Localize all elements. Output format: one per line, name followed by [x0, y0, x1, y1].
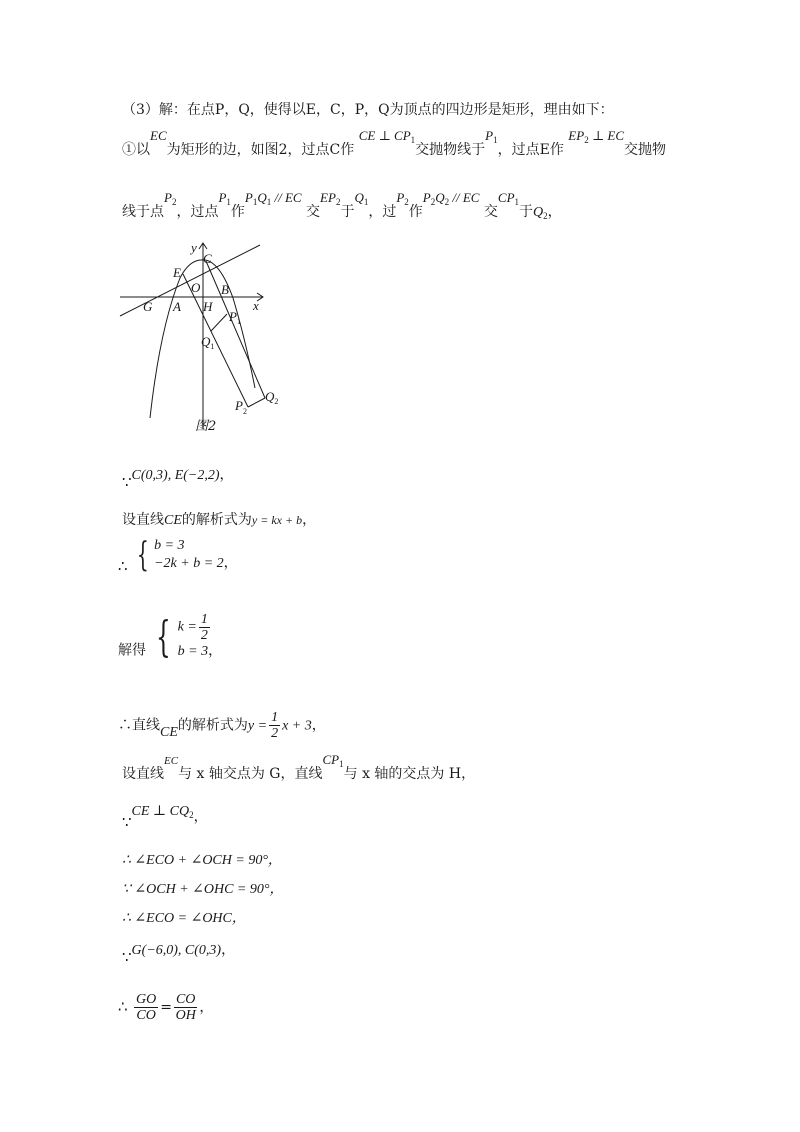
step-11: ∵G(−6,0), C(0,3)，: [122, 942, 236, 966]
step-2: 设直线CE的解析式为y = kx + b，: [122, 512, 317, 528]
case1-line1: ①以EC为矩形的边，如图2，过点C作 CE ⊥ $CP_1$交抛物线于$P_1$，过点E作 $EP_2$ ⊥ EC交抛物: [122, 128, 667, 158]
step-8: ∴ ∠ECO + ∠OCH = 90°，: [122, 853, 282, 868]
line-gec: [120, 245, 260, 316]
label-q1: $Q_1$: [201, 334, 215, 351]
label-o: O: [191, 280, 201, 295]
label-c: C: [203, 251, 212, 266]
case1-line2: 线于点$P_2$，过点$P_1$作$P_1Q_1$ // EC 交$EP_2$于$Q_1$，过$P_2$作$P_2Q_2$ // EC 交$CP_1$于$Q_2$，: [122, 190, 562, 221]
step-3: ∴ { b = 3 −2k + b = 2，: [118, 535, 238, 575]
line-cq2: [206, 261, 265, 398]
label-h: H: [203, 299, 213, 314]
step-12: ∴ $\frac{GO}{CO}$ = $\frac{CO}{OH}$ ，: [118, 992, 214, 1023]
step-6: 设直线$^{EC}$与 x 轴交点为 G，直线$CP_1$与 x 轴的交点为 H，: [122, 752, 476, 782]
label-e: E: [173, 265, 181, 280]
label-g: G: [143, 299, 153, 314]
figure-caption: 图2: [195, 419, 217, 434]
figure-2: [115, 238, 279, 438]
label-x: x: [253, 298, 259, 313]
step-9: ∵ ∠OCH + ∠OHC = 90°，: [122, 882, 284, 897]
label-p1: $P_1$: [229, 309, 241, 326]
label-a: A: [173, 299, 181, 314]
step-5: ∴直线CE的解析式为y = $\frac{1}{2}$ x + 3，: [118, 710, 326, 741]
step-4: 解得 { k = $\frac{1}{2}$ b = 3，: [118, 611, 223, 661]
label-y: y: [191, 240, 197, 255]
label-p2: $P_2$: [235, 398, 247, 416]
step-7: ∵CE ⊥ $CQ_2$，: [122, 804, 208, 831]
step-1: ∵C(0,3), E(−2,2)，: [122, 467, 234, 491]
label-q2: $Q_2$: [265, 389, 279, 406]
step-10: ∴ ∠ECO = ∠OHC，: [122, 911, 246, 926]
segment-p2q2: [248, 398, 265, 407]
segment-p1q1: [211, 314, 227, 331]
intro-line: （3）解：在点P，Q，使得以E，C，P，Q为顶点的四边形是矩形，理由如下：: [122, 102, 614, 118]
label-b: B: [221, 282, 229, 297]
